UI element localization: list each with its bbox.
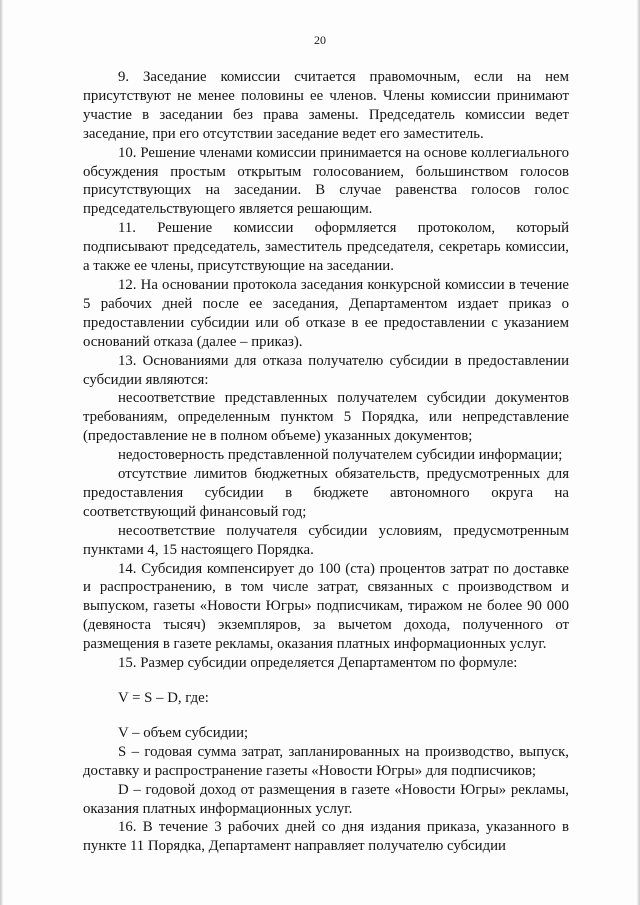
document-body	[83, 68, 569, 856]
page-number: 20	[314, 33, 326, 47]
paragraph-13: 13. Основаниями для отказа получателю субсидии в предоставлении субсидии являются:	[83, 352, 569, 388]
paragraph-12: 12. На основании протокола заседания конкурсной комиссии в течение 5 рабочих дней после ее заседания, Департаментом издает приказ о предоставлении субсидии или об отказе в ее предоставлении с указанием оснований отказа (далее – приказ).	[83, 276, 569, 350]
paragraph-9: 9. Заседание комиссии считается правомочным, если на нем присутствуют не менее половины ее членов. Члены комиссии принимают участие в заседании без права замены. Председатель комиссии ведет заседание, при его отсутствии заседание ведет его заместитель.	[83, 69, 569, 142]
scan-edge-left	[0, 0, 3, 905]
definition-s: S – годовая сумма затрат, запланированных на производство, выпуск, доставку и распространение газеты «Новости Югры» для подписчиков;	[83, 743, 569, 779]
paragraph-16: 16. В течение 3 рабочих дней со дня издания приказа, указанного в пункте 11 Порядка, Департамент направляет получателю субсидии	[83, 819, 569, 855]
definition-d: D – годовой доход от размещения в газете «Новости Югры» рекламы, оказания платных информационных услуг.	[83, 781, 569, 817]
refusal-reason-2: недостоверность представленной получателем субсидии информации;	[118, 447, 563, 464]
paragraph-15: 15. Размер субсидии определяется Департаментом по формуле:	[118, 655, 518, 672]
refusal-reason-1: несоответствие представленных получателем субсидии документов требованиям, определенным пунктом 5 Порядка, или непредставление (предоставление не в полном объеме) указанных документов;	[83, 390, 569, 445]
paragraph-10: 10. Решение членами комиссии принимается на основе коллегиального обсуждения простым открытым голосованием, большинством голосов присутствующих на заседании. В случае равенства голосов голос председательствующего является решающим.	[83, 144, 569, 218]
refusal-reason-4: несоответствие получателя субсидии условиям, предусмотренным пунктами 4, 15 настоящего Порядка.	[83, 522, 569, 558]
paragraph-11: 11. Решение комиссии оформляется протоколом, который подписывают председатель, заместитель председателя, секретарь комиссии, а также ее члены, присутствующие на заседании.	[83, 220, 569, 275]
paragraph-14: 14. Субсидия компенсирует до 100 (ста) процентов затрат по доставке и распространению, в том числе затрат, связанных с производством и выпуском, газеты «Новости Югры» подписчикам, тиражом не более 90 000 (девяноста тысяч) экземпляров, за вычетом дохода, полученного от размещения в газете рекламы, оказания платных информационных услуг.	[83, 560, 569, 653]
subsidy-formula: V = S – D, где:	[118, 690, 209, 706]
refusal-reason-3: отсутствие лимитов бюджетных обязательств, предусмотренных для предоставления субсидии в бюджете автономного округа на соответствующий финансовый год;	[83, 466, 569, 520]
definition-v: V – объем субсидии;	[118, 724, 249, 741]
